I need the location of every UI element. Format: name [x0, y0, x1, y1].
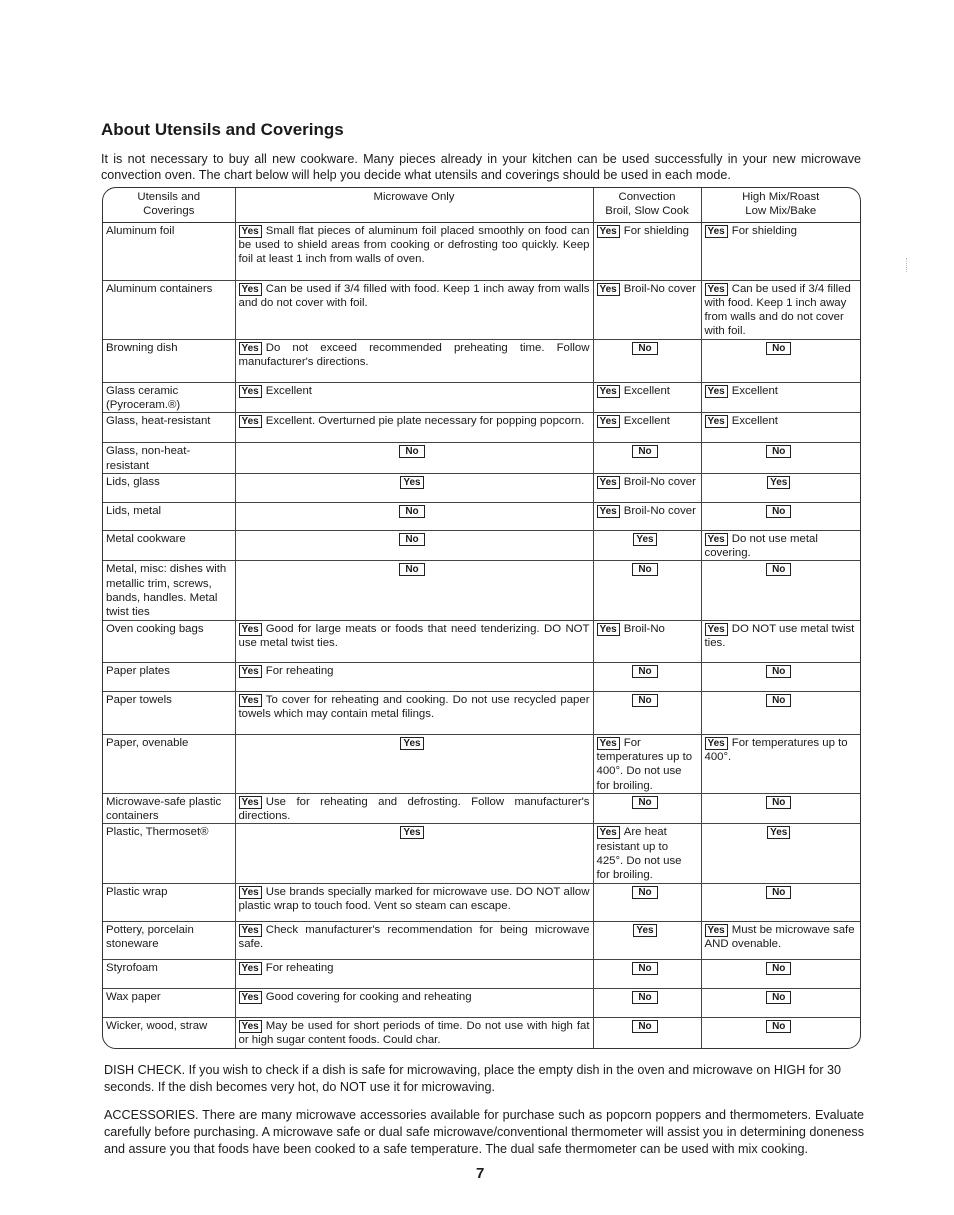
table-row	[103, 443, 860, 474]
no-badge: No	[632, 665, 657, 678]
yes-badge: Yes	[239, 1020, 262, 1033]
table-row	[103, 793, 860, 824]
no-badge: No	[399, 505, 424, 518]
yes-badge: Yes	[705, 737, 728, 750]
yes-badge: Yes	[239, 796, 262, 809]
microwave-cell	[235, 413, 593, 443]
cell-text: Broil-No cover	[623, 475, 696, 488]
convection-cell	[593, 620, 701, 662]
table-row	[103, 473, 860, 502]
yes-badge: Yes	[633, 533, 656, 546]
microwave-cell	[235, 662, 593, 691]
utensil-name: Lids, glass	[103, 473, 235, 502]
cell-text: DO NOT use metal twist ties.	[704, 622, 855, 649]
utensil-name: Plastic, Thermoset®	[103, 824, 235, 883]
yes-badge: Yes	[239, 924, 262, 937]
convection-cell	[593, 502, 701, 530]
microwave-cell	[235, 280, 593, 339]
scan-edge-mark	[906, 258, 909, 272]
microwave-cell	[235, 443, 593, 474]
cell-text: For reheating	[265, 961, 334, 974]
no-badge: No	[632, 342, 657, 355]
convection-cell	[593, 561, 701, 620]
dish-check-paragraph: DISH CHECK. If you wish to check if a dish is safe for microwaving, place the empty dish in the oven and microwave on HIGH for 30 seconds. If the dish becomes very hot, do NOT use it for microwaving.	[104, 1063, 842, 1094]
convection-cell	[593, 280, 701, 339]
no-badge: No	[632, 563, 657, 576]
cell-text: Broil-No cover	[623, 282, 696, 295]
utensils-table	[103, 188, 860, 1049]
utensil-name: Paper, ovenable	[103, 734, 235, 793]
cell-text: Excellent	[731, 384, 778, 397]
microwave-cell	[235, 1017, 593, 1049]
convection-cell	[593, 1017, 701, 1049]
convection-cell	[593, 691, 701, 734]
yes-badge: Yes	[597, 623, 620, 636]
utensil-name: Oven cooking bags	[103, 620, 235, 662]
yes-badge: Yes	[239, 665, 262, 678]
mix-cell	[701, 662, 860, 691]
cell-text: Good covering for cooking and reheating	[265, 990, 472, 1003]
no-badge: No	[766, 1020, 791, 1033]
table-row	[103, 382, 860, 413]
yes-badge: Yes	[239, 623, 262, 636]
utensil-name: Paper plates	[103, 662, 235, 691]
convection-cell	[593, 382, 701, 413]
yes-badge: Yes	[239, 694, 262, 707]
no-badge: No	[399, 533, 424, 546]
mix-cell	[701, 382, 860, 413]
utensil-name: Aluminum foil	[103, 222, 235, 280]
microwave-cell	[235, 921, 593, 959]
table-row	[103, 824, 860, 883]
microwave-cell	[235, 988, 593, 1017]
utensil-name: Wicker, wood, straw	[103, 1017, 235, 1049]
mix-cell	[701, 280, 860, 339]
microwave-cell	[235, 793, 593, 824]
yes-badge: Yes	[597, 385, 620, 398]
mix-cell	[701, 734, 860, 793]
header-convection: Convection Broil, Slow Cook	[593, 188, 701, 222]
microwave-cell	[235, 473, 593, 502]
convection-cell	[593, 824, 701, 883]
no-badge: No	[766, 563, 791, 576]
mix-cell	[701, 959, 860, 988]
cell-text: Good for large meats or foods that need tenderizing. DO NOT use metal twist ties.	[238, 622, 590, 649]
cell-text: Excellent. Overturned pie plate necessary for popping popcorn.	[265, 415, 585, 428]
utensil-name: Wax paper	[103, 988, 235, 1017]
mix-cell	[701, 620, 860, 662]
cell-text: Excellent	[623, 415, 670, 428]
cell-text: Small flat pieces of aluminum foil placed smoothly on food can be used to shield areas from cooking or defrosting too quickly. Keep foil at least 1 inch from walls of oven.	[238, 224, 590, 266]
cell-text: Can be used if 3/4 filled with food. Keep 1 inch away from walls and do not cover with foil.	[238, 282, 590, 309]
convection-cell	[593, 921, 701, 959]
no-badge: No	[632, 796, 657, 809]
no-badge: No	[632, 962, 657, 975]
no-badge: No	[766, 962, 791, 975]
yes-badge: Yes	[705, 385, 728, 398]
utensil-name: Browning dish	[103, 339, 235, 382]
intro-paragraph: It is not necessary to buy all new cookware. Many pieces already in your kitchen can be used successfully in your new microwave convection oven. The chart below will help you decide what utensils and coverings should be used in each mode.	[101, 152, 861, 182]
mix-cell	[701, 988, 860, 1017]
table-header-row	[103, 188, 860, 222]
convection-cell	[593, 530, 701, 561]
utensil-name: Styrofoam	[103, 959, 235, 988]
yes-badge: Yes	[239, 886, 262, 899]
yes-badge: Yes	[767, 826, 790, 839]
table-row	[103, 1017, 860, 1049]
header-mix: High Mix/Roast Low Mix/Bake	[701, 188, 860, 222]
mix-cell	[701, 502, 860, 530]
table-row	[103, 222, 860, 280]
cell-text: For shielding	[731, 224, 797, 237]
yes-badge: Yes	[705, 623, 728, 636]
yes-badge: Yes	[705, 415, 728, 428]
no-badge: No	[399, 563, 424, 576]
utensil-name: Glass, non-heat-resistant	[103, 443, 235, 474]
cell-text: Do not exceed recommended preheating time. Follow manufacturer's directions.	[238, 341, 590, 368]
table-row	[103, 662, 860, 691]
table-row	[103, 921, 860, 959]
cell-text: Do not use metal covering.	[704, 532, 818, 560]
mix-cell	[701, 691, 860, 734]
microwave-cell	[235, 824, 593, 883]
yes-badge: Yes	[597, 225, 620, 238]
cell-text: To cover for reheating and cooking. Do not use recycled paper towels which may contain metal filings.	[238, 693, 590, 720]
cell-text: Excellent	[623, 384, 670, 397]
convection-cell	[593, 734, 701, 793]
table-row	[103, 883, 860, 921]
table-row	[103, 988, 860, 1017]
utensil-name: Aluminum containers	[103, 280, 235, 339]
microwave-cell	[235, 222, 593, 280]
yes-badge: Yes	[400, 476, 423, 489]
yes-badge: Yes	[239, 991, 262, 1004]
mix-cell	[701, 883, 860, 921]
no-badge: No	[766, 665, 791, 678]
cell-text: Check manufacturer's recommendation for being microwave safe.	[238, 923, 590, 950]
cell-text: Broil-No	[623, 622, 665, 635]
table-row	[103, 280, 860, 339]
no-badge: No	[632, 694, 657, 707]
yes-badge: Yes	[239, 342, 262, 355]
convection-cell	[593, 443, 701, 474]
mix-cell	[701, 921, 860, 959]
table-row	[103, 561, 860, 620]
utensil-name: Metal cookware	[103, 530, 235, 561]
yes-badge: Yes	[705, 533, 728, 546]
yes-badge: Yes	[597, 283, 620, 296]
microwave-cell	[235, 561, 593, 620]
accessories-paragraph: ACCESSORIES. There are many microwave accessories available for purchase such as popcorn poppers and thermometers. Evaluate carefully before purchasing. A microwave safe or dual safe microwave/conventional thermometer will assist you in determining doneness and assure you that foods have been cooked to a safe temperature. The dual safe thermometer can be used with mix cooking.	[104, 1108, 864, 1156]
no-badge: No	[766, 796, 791, 809]
header-microwave-only: Microwave Only	[235, 188, 593, 222]
microwave-cell	[235, 959, 593, 988]
table-row	[103, 620, 860, 662]
cell-text: Excellent	[731, 415, 778, 428]
yes-badge: Yes	[705, 225, 728, 238]
microwave-cell	[235, 382, 593, 413]
convection-cell	[593, 883, 701, 921]
mix-cell	[701, 443, 860, 474]
mix-cell	[701, 561, 860, 620]
utensil-name: Microwave-safe plastic containers	[103, 793, 235, 824]
mix-cell	[701, 222, 860, 280]
table-row	[103, 339, 860, 382]
microwave-cell	[235, 620, 593, 662]
cell-text: Can be used if 3/4 filled with food. Keep 1 inch away from walls and do not cover with foil.	[704, 282, 851, 338]
table-body	[103, 222, 860, 1049]
yes-badge: Yes	[597, 737, 620, 750]
table-row	[103, 530, 860, 561]
table-row	[103, 959, 860, 988]
cell-text: Use for reheating and defrosting. Follow manufacturer's directions.	[238, 795, 590, 823]
mix-cell	[701, 1017, 860, 1049]
yes-badge: Yes	[400, 826, 423, 839]
no-badge: No	[766, 505, 791, 518]
microwave-cell	[235, 339, 593, 382]
microwave-cell	[235, 502, 593, 530]
table-row	[103, 734, 860, 793]
cell-text: For reheating	[265, 664, 334, 677]
convection-cell	[593, 793, 701, 824]
convection-cell	[593, 413, 701, 443]
yes-badge: Yes	[597, 476, 620, 489]
convection-cell	[593, 959, 701, 988]
yes-badge: Yes	[239, 415, 262, 428]
microwave-cell	[235, 734, 593, 793]
utensil-name: Metal, misc: dishes with metallic trim, screws, bands, handles. Metal twist ties	[103, 561, 235, 620]
utensil-name: Paper towels	[103, 691, 235, 734]
utensil-name: Pottery, porcelain stoneware	[103, 921, 235, 959]
no-badge: No	[399, 445, 424, 458]
convection-cell	[593, 339, 701, 382]
microwave-cell	[235, 530, 593, 561]
cell-text: Excellent	[265, 384, 312, 397]
yes-badge: Yes	[239, 385, 262, 398]
yes-badge: Yes	[239, 962, 262, 975]
cell-text: Must be microwave safe AND ovenable.	[704, 923, 855, 950]
cell-text: Broil-No cover	[623, 504, 696, 517]
no-badge: No	[632, 991, 657, 1004]
yes-badge: Yes	[400, 737, 423, 750]
yes-badge: Yes	[597, 415, 620, 428]
no-badge: No	[632, 886, 657, 899]
mix-cell	[701, 793, 860, 824]
yes-badge: Yes	[597, 826, 620, 839]
cell-text: For temperatures up to 400°.	[704, 736, 848, 763]
utensil-name: Glass, heat-resistant	[103, 413, 235, 443]
page-title: About Utensils and Coverings	[101, 120, 344, 139]
utensil-name: Plastic wrap	[103, 883, 235, 921]
convection-cell	[593, 988, 701, 1017]
utensil-name: Lids, metal	[103, 502, 235, 530]
yes-badge: Yes	[597, 505, 620, 518]
cell-text: For temperatures up to 400°. Do not use for broiling.	[596, 736, 693, 792]
yes-badge: Yes	[767, 476, 790, 489]
yes-badge: Yes	[633, 924, 656, 937]
mix-cell	[701, 824, 860, 883]
table-row	[103, 502, 860, 530]
yes-badge: Yes	[705, 283, 728, 296]
cell-text: Use brands specially marked for microwave use. DO NOT allow plastic wrap to touch food. Vent so steam can escape.	[238, 885, 590, 912]
table-row	[103, 691, 860, 734]
no-badge: No	[632, 445, 657, 458]
microwave-cell	[235, 883, 593, 921]
convection-cell	[593, 222, 701, 280]
table-row	[103, 413, 860, 443]
utensils-chart	[102, 187, 861, 1049]
cell-text: Are heat resistant up to 425°. Do not use for broiling.	[596, 826, 682, 882]
yes-badge: Yes	[705, 924, 728, 937]
mix-cell	[701, 413, 860, 443]
no-badge: No	[766, 991, 791, 1004]
convection-cell	[593, 662, 701, 691]
microwave-cell	[235, 691, 593, 734]
mix-cell	[701, 339, 860, 382]
convection-cell	[593, 473, 701, 502]
header-utensils: Utensils and Coverings	[103, 188, 235, 222]
mix-cell	[701, 473, 860, 502]
page-number: 7	[476, 1165, 485, 1182]
cell-text: For shielding	[623, 224, 689, 237]
no-badge: No	[766, 445, 791, 458]
yes-badge: Yes	[239, 283, 262, 296]
no-badge: No	[766, 886, 791, 899]
no-badge: No	[766, 694, 791, 707]
mix-cell	[701, 530, 860, 561]
utensil-name: Glass ceramic (Pyroceram.®)	[103, 382, 235, 413]
no-badge: No	[766, 342, 791, 355]
yes-badge: Yes	[239, 225, 262, 238]
cell-text: May be used for short periods of time. Do not use with high fat or high sugar content foods. Could char.	[238, 1019, 590, 1046]
no-badge: No	[632, 1020, 657, 1033]
